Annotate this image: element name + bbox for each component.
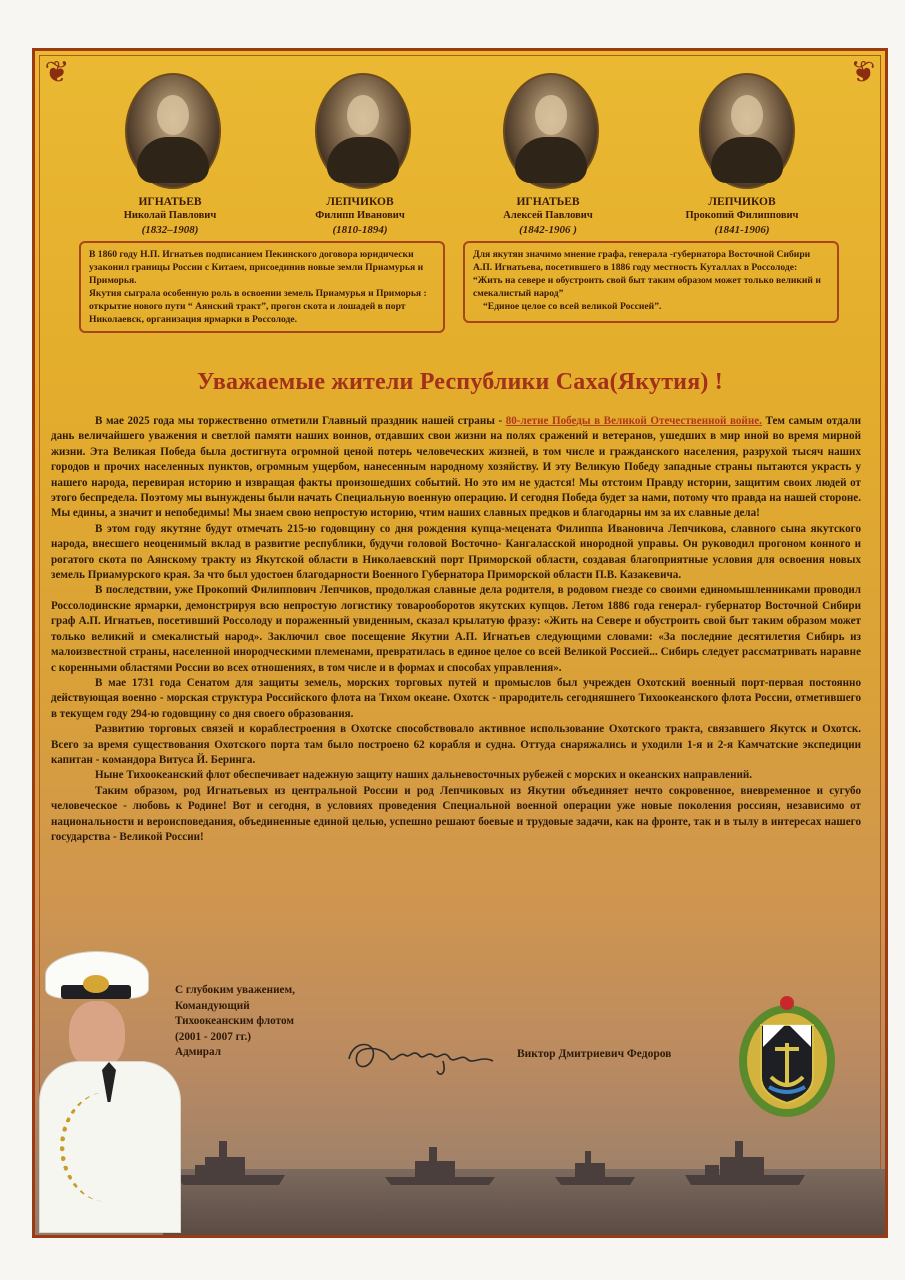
warships-illustration xyxy=(175,1111,865,1191)
letter-body xyxy=(51,414,861,845)
highlight-text: 80-летие Победы в Великой Отечественной войне. xyxy=(505,415,762,427)
ornament-corner-icon: ❦ xyxy=(44,56,70,89)
letter-paragraph: В последствии, уже Прокопий Филиппович Лепчиков, продолжая славные дела родителя, в родовом гнезде со своими единомышленниками проводил Россолодинские ярмарки, демонстрируя всю непростую логистику товарооборотов якутских купцов. Летом 1886 года генерал- губернатор Восточной Сибири граф А.П. Игнатьев, посетивший Россолоду и пораженный увиденным, сказал крылатую фразу: «Жить на Севере и обустроить свой быт таким образом может только великий и смекалистый народ». Заключил свое посещение Якутии А.П. Игнатьев следующими словами: «За последние десятилетия Сибирь из малоизвестной страны, населенной инородческими племенами, превратилась в единое целое со всей Великой Россией... Сибирь следует рассматривать наравне с коренными областями России во всех отношениях, в том числе и в формах и способах управления». xyxy=(51,584,861,674)
letter-paragraph: Ныне Тихоокеанский флот обеспечивает надежную защиту наших дальневосточных рубежей с морских и океанских направлений. xyxy=(95,769,753,782)
letter-paragraph: В мае 1731 года Сенатом для защиты земель, морских торговых путей и промыслов был учрежден Охотский военный порт-первая постоянно действующая военно - морская структура Российского флота на Тихом океане. Охотск - прародитель сегодняшнего Тихоокеанского флота России, отметившего в текущем году 294-ю годовщину со дня своего образования. xyxy=(51,676,861,720)
portrait-caption: ИГНАТЬЕВ Алексей Павлович (1842-1906 ) xyxy=(503,196,593,236)
ornament-corner-icon: ❦ xyxy=(850,56,876,89)
portrait-photo xyxy=(699,73,795,189)
cap-badge-icon xyxy=(83,975,109,993)
portrait-caption: ЛЕПЧИКОВ Прокопий Филиппович (1841-1906) xyxy=(685,196,799,236)
letter-paragraph: Таким образом, род Игнатьевых из центральной России и род Лепчиковых из Якутии объединяет нечто сокровенное, вневременное и сугубо человеческое - любовь к Родине! Вот и сегодня, в условиях проведения Специальной военной операции уже новые поколения россиян, независимо от национальности и вероисповедания, объединенные единой целью, успешно решают боевые и трудовые задачи, как на фронте, так и в тылу в интересах нашего государства - Великой России! xyxy=(51,784,861,843)
letter-paragraph: Развитию торговых связей и кораблестроения в Охотске способствовало активное использование Охотского тракта, связавшего Якутск и Охотск. Всего за время существования Охотского порта там было построено 62 корабля и судна. Оттуда снаряжались и уходили 1-я и 2-я Камчатские экспедиции капитан - командора Витуса Й. Беринга. xyxy=(51,723,861,766)
info-box-right: Для якутян значимо мнение графа, генерала -губернатора Восточной Сибири А.П. Игнатьева, посетившего в 1886 году местность Куталлах в Россолоде: “Жить на севере и обустроить свой быт таким образом может только великий и смекалистый народ” “Единое целое со всей великой Россией”. xyxy=(463,241,839,323)
handwritten-signature xyxy=(343,1031,503,1079)
portrait-photo xyxy=(315,73,411,189)
portrait-photo xyxy=(125,73,221,189)
signer-name: Виктор Дмитриевич Федоров xyxy=(517,1048,672,1060)
signature-block: С глубоким уважением, Командующий Тихоокеанским флотом (2001 - 2007 гг.) Адмирал xyxy=(175,984,295,1058)
letter-sheet xyxy=(32,48,888,1238)
portrait-photo xyxy=(503,73,599,189)
pacific-fleet-emblem-icon xyxy=(735,991,839,1123)
admiral-photo xyxy=(39,951,189,1231)
letter-paragraph: В этом году якутяне будут отмечать 215-ю годовщину со дня рождения купца-мецената Филиппа Ивановича Лепчикова, славного сына якутского народа, внесшего неоценимый вклад в развитие республики, будучи головой Восточно- Кангаласской инородной управы. Он руководил прогоном конного и рогатого скота по Аянскому тракту из Якутской области в Николаевский порт Приморской области, создавая благоприятные условия для освоения новых земель Приамурского края. За что был удостоен благодарности Военного Губернатора Приморской области П.В. Казакевича. xyxy=(51,522,861,582)
portrait-caption: ЛЕПЧИКОВ Филипп Иванович (1810-1894) xyxy=(315,196,405,236)
portrait-caption: ИГНАТЬЕВ Николай Павлович (1832–1908) xyxy=(123,196,217,236)
info-box-left: В 1860 году Н.П. Игнатьев подписанием Пекинского договора юридически узаконил границы России с Китаем, присоединив новые земли Приамурья и Приморья. Якутия сыграла особенную роль в освоении земель Приамурья и Приморья : открытие нового пути “ Аянский тракт”, прогон скота и лошадей в порт Николаевск, организация ярмарки в Россолоде. xyxy=(79,241,445,333)
page-title: Уважаемые жители Республики Саха(Якутия) ! xyxy=(197,369,723,395)
letter-paragraph: В мае 2025 года мы торжественно отметили Главный праздник нашей страны - 80-летие Победы в Великой Отечественной войне. Тем самым отдали дань величайшего уважения и светлой памяти наших воинов, отдавших свои жизни на полях сражений и ветеранов, ушедших в мир иной во время мирной жизни. Эта Великая Победа была достигнута огромной ценой потерь человеческих жизней, в том числе и гражданского населения, разрухой тысяч наших городов и прочих населенных пунктов, огромным ущербом, нанесенным народному хозяйству. И эту Великую Победу западные страны пытаются украсть у нашего народа, перевирая историю и извращая факты произошедших событий. Но это им не удастся! Мы отстоим Правду истории, защитим своих людей от этого беспредела. Поэтому мы вынуждены были начать Специальную военную операцию. И сегодня Победа будет за нами, потому что правда на нашей стороне. Мы едины, а значит и непобедимы! Мы знаем свою непростую историю, чтим наших славных предков и благодарны им за их славные дела! xyxy=(51,415,861,520)
